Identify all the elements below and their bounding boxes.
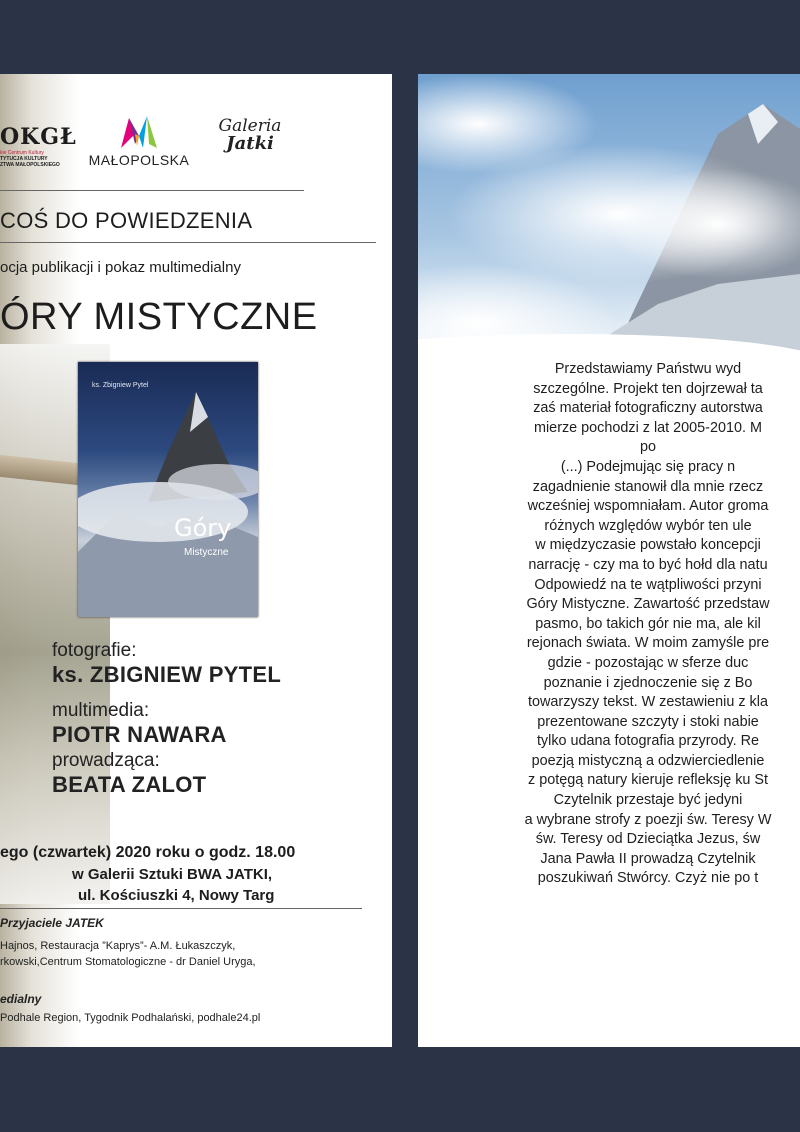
text-line: towarzyszy tekst. W zestawieniu z kla [528, 694, 768, 711]
book-cover [78, 362, 258, 617]
text-line: po [639, 439, 656, 456]
text-line: zagadnienie stanowił dla mnie rzecz [532, 478, 764, 495]
media-heading: edialny [0, 992, 42, 1006]
text-line: prezentowane szczyty i stoki nabie [537, 713, 759, 730]
text-line: Odpowiedź na te wątpliwości przyni [534, 576, 762, 593]
text-line: w międzyczasie powstało koncepcji [535, 537, 761, 554]
text-line: poezją mistyczną a odzwierciedlenie [531, 752, 765, 769]
galeria-jatki-logo: Galeria Jatki [218, 116, 282, 154]
friends-line: rkowski,Centrum Stomatologiczne - dr Daniel Uryga, [0, 956, 256, 968]
mountain-clouds-photo [418, 74, 800, 374]
text-line: Czytelnik przestaje być jedyni [553, 792, 743, 809]
book-author: ks. Zbigniew Pytel [92, 382, 149, 389]
text-line: Góry Mistyczne. Zawartość przedstaw [526, 596, 770, 613]
text-line: Przedstawiamy Państwu wyd [554, 361, 742, 377]
text-line: (...) Podejmując się pracy n [560, 458, 736, 475]
text-line: narrację - czy ma to być hołd dla natu [528, 556, 768, 573]
text-line: szczególne. Projekt ten dojrzewał ta [533, 380, 763, 397]
event-subtitle: ocja publikacji i pokaz multimedialny [0, 259, 241, 276]
book-subtitle: Mistyczne [184, 547, 229, 558]
credit-host: prowadząca: BEATA ZALOT [52, 750, 207, 797]
text-line: pasmo, bo takich gór nie ma, ale kil [535, 615, 761, 632]
mountain-peak-illustration [78, 362, 258, 617]
text-line: rejonach świata. W moim zamyśle pre [526, 635, 770, 652]
divider [0, 242, 376, 243]
media-line: Podhale Region, Tygodnik Podhalański, podhale24.pl [0, 1012, 261, 1024]
credit-multimedia: multimedia: PIOTR NAWARA [52, 700, 227, 747]
divider [0, 190, 304, 191]
book-title: Góry [174, 514, 232, 542]
text-line: poszukiwań Stwórcy. Czyż nie po t [537, 870, 759, 887]
event-title: ÓRY MISTYCZNE [0, 296, 318, 338]
text-line: różnych względów wybór ten ule [544, 517, 752, 534]
text-page [418, 74, 800, 1047]
text-line: wcześniej wspomniałam. Autor groma [527, 498, 769, 515]
friends-heading: Przyjaciele JATEK [0, 916, 104, 930]
text-line: św. Teresy od Dzieciątka Jezus, św [535, 831, 761, 848]
text-line: mierze pochodzi z lat 2005-2010. M [534, 419, 762, 436]
text-line: gdzie - pozostając w sferze duc [547, 654, 749, 671]
event-poster [0, 74, 392, 1047]
event-date: ego (czwartek) 2020 roku o godz. 18.00 [0, 844, 296, 861]
text-line: zaś materiał fotograficzny autorstwa [533, 400, 763, 417]
malopolska-logo: MAŁOPOLSKA [80, 114, 198, 168]
friends-line: Hajnos, Restauracja ”Kaprys”- A.M. Łukaszczyk, [0, 940, 236, 952]
text-line: a wybrane strofy z poezji św. Teresy W [524, 811, 772, 828]
series-heading: COŚ DO POWIEDZENIA [0, 208, 253, 233]
okgl-logo: OKGŁ kie Centrum Kultury TYTUCJA KULTURY ZTWA MAŁOPOLSKIEGO [0, 124, 77, 168]
divider [0, 908, 362, 909]
text-line: Jana Pawła II prowadzą Czytelnik [540, 850, 756, 867]
credit-photos: fotografie: ks. ZBIGNIEW PYTEL [52, 640, 282, 687]
venue-line: w Galerii Sztuki BWA JATKI, [72, 866, 273, 883]
malopolska-m-icon [119, 114, 159, 150]
body-text [418, 360, 800, 889]
text-line: z potęgą natury kieruje refleksję ku St [528, 772, 768, 789]
address-line: ul. Kościuszki 4, Nowy Targ [78, 887, 275, 904]
text-line: tylko udana fotografia przyrody. Re [536, 733, 760, 750]
text-line: poznanie i zjednoczenie się z Bo [543, 674, 753, 691]
